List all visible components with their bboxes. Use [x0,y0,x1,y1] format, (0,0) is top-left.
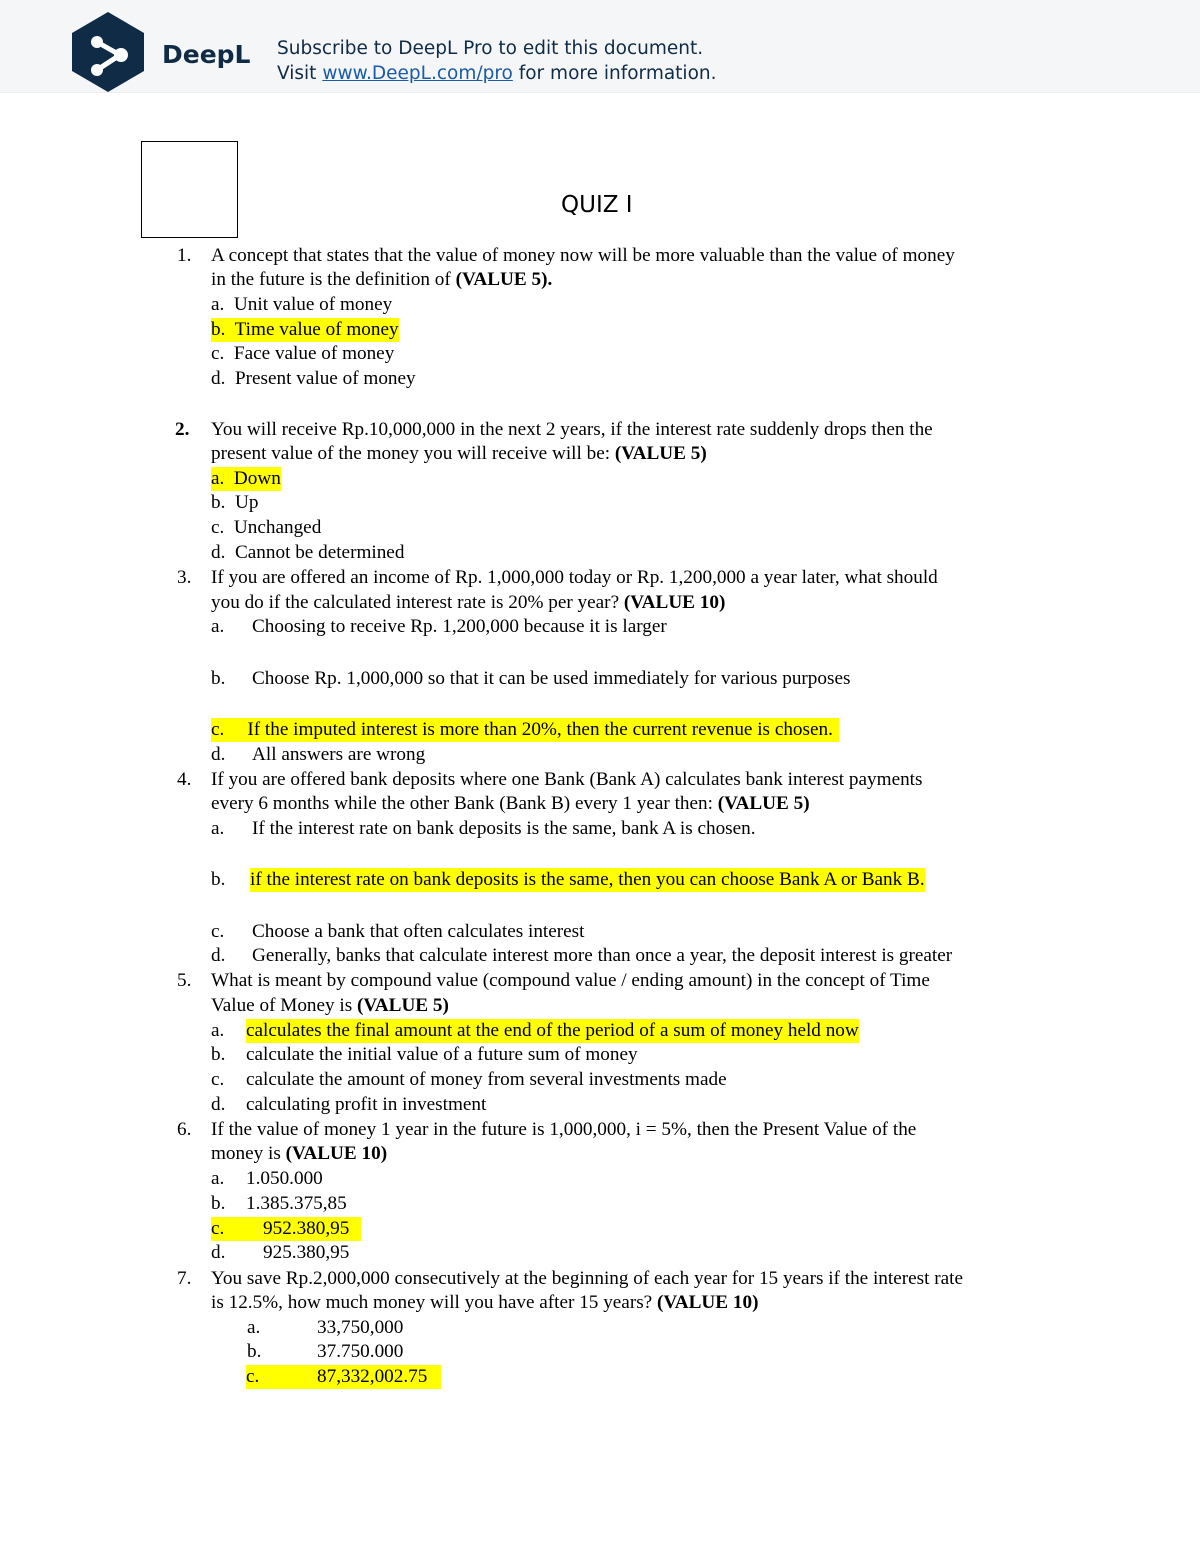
banner-visit-text: Visit [277,63,323,84]
q7-option-c: c. 87,332,002.75 [246,1365,441,1389]
q3-option-a-label: a. [211,616,225,637]
q5-option-d-label: d. [211,1094,226,1115]
q5-option-b: calculate the initial value of a future sum of money [246,1044,638,1065]
q5-option-a: calculates the final amount at the end of the period of a sum of money held now [246,1020,859,1041]
q1-option-b: b. Time value of money [211,319,399,340]
q3-option-a: Choosing to receive Rp. 1,200,000 because it is larger [252,616,667,637]
q5-text-line2: Value of Money is (VALUE 5) [211,995,449,1016]
q4-option-d-label: d. [211,945,226,966]
q2-text-line1: You will receive Rp.10,000,000 in the next 2 years, if the interest rate suddenly drops then the [211,419,933,440]
q2-option-c: c. Unchanged [211,517,322,538]
q4-value: (VALUE 5) [717,793,810,814]
q7-option-a-label: a. [247,1317,261,1338]
q1-number: 1. [177,245,192,266]
q1-option-a: a. Unit value of money [211,294,393,315]
q2-option-d: d. Cannot be determined [211,542,405,563]
q7-option-b: 37.750.000 [317,1341,404,1362]
q1-option-c: c. Face value of money [211,343,395,364]
q3-option-d: All answers are wrong [252,744,426,765]
q3-number: 3. [177,567,192,588]
q2-text-line2: present value of the money you will receive will be: (VALUE 5) [211,443,707,464]
q5-value: (VALUE 5) [357,995,449,1016]
q6-text-line2: money is (VALUE 10) [211,1143,388,1164]
q2-option-b: b. Up [211,492,259,513]
deepl-pro-link[interactable]: www.DeepL.com/pro [322,63,513,84]
q1-text-line1: A concept that states that the value of money now will be more valuable than the value of money [211,245,955,266]
q6-option-d: 925.380,95 [263,1242,350,1263]
q3-option-d-label: d. [211,744,226,765]
q3-option-c: c. If the imputed interest is more than 20%, then the current revenue is chosen. [211,718,839,742]
q2-number: 2. [175,419,190,440]
q1-text-line2: in the future is the definition of (VALUE 5). [211,269,553,290]
q7-text-line2: is 12.5%, how much money will you have after 15 years? (VALUE 10) [211,1292,759,1313]
q4-option-b-label: b. [211,869,226,890]
q6-value: (VALUE 10) [285,1143,388,1164]
q3-text-line1: If you are offered an income of Rp. 1,000,000 today or Rp. 1,200,000 a year later, what should [211,567,938,588]
q2-option-a: a. Down [211,468,281,489]
q7-option-b-label: b. [247,1341,262,1362]
q6-option-a-label: a. [211,1168,225,1189]
q4-option-c-label: c. [211,921,225,942]
q3-value: (VALUE 10) [623,592,726,613]
empty-box [141,141,238,238]
q3-option-b: Choose Rp. 1,000,000 so that it can be used immediately for various purposes [252,668,851,689]
q7-value: (VALUE 10) [657,1292,759,1313]
q3-text-line2: you do if the calculated interest rate is 20% per year? (VALUE 10) [211,592,726,613]
q4-number: 4. [177,769,192,790]
q6-number: 6. [177,1119,192,1140]
q4-text-line2: every 6 months while the other Bank (Bank B) every 1 year then: (VALUE 5) [211,793,810,814]
q5-option-a-label: a. [211,1020,225,1041]
q7-option-a: 33,750,000 [317,1317,404,1338]
banner-message [277,36,717,86]
q7-number: 7. [177,1268,192,1289]
q1-value: (VALUE 5). [455,269,553,290]
deepl-brand-name: DeepL [162,40,251,69]
q6-option-b-label: b. [211,1193,226,1214]
q4-text-line1: If you are offered bank deposits where one Bank (Bank A) calculates bank interest payments [211,769,923,790]
q4-option-d: Generally, banks that calculate interest more than once a year, the deposit interest is greater [252,945,953,966]
banner-line-1: Subscribe to DeepL Pro to edit this document. [277,38,704,59]
q5-number: 5. [177,970,192,991]
q6-option-b: 1.385.375,85 [246,1193,347,1214]
q6-option-d-label: d. [211,1242,226,1263]
q6-option-a: 1.050.000 [246,1168,323,1189]
page-title: QUIZ I [561,192,633,218]
q5-option-c: calculate the amount of money from several investments made [246,1069,727,1090]
banner-info-text: for more information. [512,63,717,84]
q4-option-a: If the interest rate on bank deposits is the same, bank A is chosen. [252,818,756,839]
q4-option-b: if the interest rate on bank deposits is the same, then you can choose Bank A or Bank B. [250,869,925,890]
q1-option-d: d. Present value of money [211,368,416,389]
q5-option-b-label: b. [211,1044,226,1065]
q5-option-d: calculating profit in investment [246,1094,487,1115]
q7-text-line1: You save Rp.2,000,000 consecutively at the beginning of each year for 15 years if the interest rate [211,1268,964,1289]
q5-option-c-label: c. [211,1069,225,1090]
deepl-banner [0,0,1200,93]
q4-option-c: Choose a bank that often calculates interest [252,921,585,942]
banner-line-2 [277,61,717,86]
deepl-logo-icon [70,12,150,92]
q5-text-line1: What is meant by compound value (compound value / ending amount) in the concept of Time [211,970,930,991]
q6-option-c: c. 952.380,95 [211,1217,361,1241]
q2-value: (VALUE 5) [614,443,707,464]
q3-option-b-label: b. [211,668,226,689]
q4-option-a-label: a. [211,818,225,839]
q6-text-line1: If the value of money 1 year in the future is 1,000,000, i = 5%, then the Present Value of the [211,1119,917,1140]
